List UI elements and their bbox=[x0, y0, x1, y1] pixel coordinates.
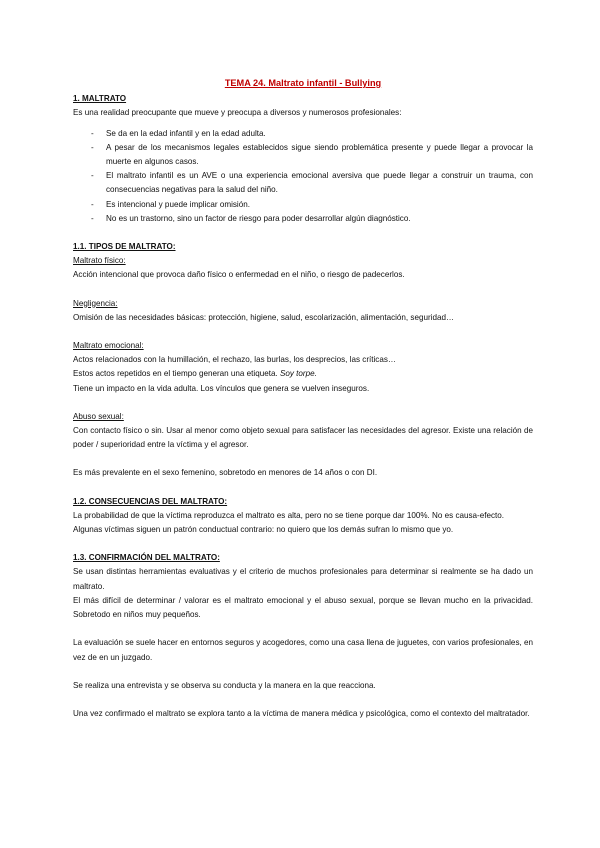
dash-bullet: - bbox=[91, 199, 94, 209]
list-item-text: Se da en la edad infantil y en la edad adulta. bbox=[106, 128, 266, 138]
document-page bbox=[73, 76, 533, 721]
spacer bbox=[73, 283, 533, 297]
spacer bbox=[73, 452, 533, 466]
spacer bbox=[73, 537, 533, 551]
dash-bullet: - bbox=[91, 142, 94, 152]
dash-bullet: - bbox=[91, 171, 94, 181]
confirmacion-paragraph-4: Se realiza una entrevista y se observa su conducta y la manera en la que reacciona. bbox=[73, 680, 376, 690]
spacer bbox=[73, 693, 533, 707]
spacer bbox=[73, 665, 533, 679]
list-item bbox=[73, 212, 533, 226]
dash-bullet: - bbox=[91, 128, 94, 138]
spacer bbox=[73, 481, 533, 495]
confirmacion-paragraph-5: Una vez confirmado el maltrato se explora tanto a la víctima de manera médica y psicológica, como el contexto del maltratador. bbox=[73, 708, 530, 718]
emocional-line-2-text: Estos actos repetidos en el tiempo generan una etiqueta. bbox=[73, 369, 278, 379]
spacer bbox=[73, 622, 533, 636]
section-heading-tipos: 1.1. TIPOS DE MALTRATO: bbox=[73, 242, 176, 252]
confirmacion-paragraph-3: La evaluación se suele hacer en entornos seguros y acogedores, como una casa llena de juguetes, con varios profesionales, en vez de en un juzgado. bbox=[73, 638, 533, 662]
abuso-prevalencia-text: Es más prevalente en el sexo femenino, sobretodo en menores de 14 años o con DI. bbox=[73, 468, 378, 478]
spacer bbox=[73, 325, 533, 339]
section-heading-consecuencias: 1.2. CONSECUENCIAS DEL MALTRATO: bbox=[73, 496, 228, 506]
list-item bbox=[73, 127, 533, 141]
confirmacion-paragraph-2: El más difícil de determinar / valorar es el maltrato emocional y el abuso sexual, porque se llevan mucho en la privacidad. Sobretodo en niños muy pequeños. bbox=[73, 595, 533, 620]
list-item-text: Es intencional y puede implicar omisión. bbox=[106, 199, 250, 209]
list-item bbox=[73, 169, 533, 197]
dash-bullet: - bbox=[91, 213, 94, 223]
document-title: TEMA 24. Maltrato infantil - Bullying bbox=[224, 78, 382, 88]
emocional-line-2 bbox=[73, 367, 533, 381]
section-heading-confirmacion: 1.3. CONFIRMACIÓN DEL MALTRATO: bbox=[73, 553, 220, 563]
consecuencias-paragraph-1: La probabilidad de que la víctima reproduzca el maltrato es alta, pero no se tiene porque dar 100%. No es causa-efecto. bbox=[73, 510, 505, 520]
intro-paragraph: Es una realidad preocupante que mueve y preocupa a diversos y numerosos profesionales: bbox=[73, 108, 402, 118]
bullet-list bbox=[73, 127, 533, 226]
subheading-maltrato-emocional: Maltrato emocional: bbox=[73, 341, 144, 351]
confirmacion-paragraph-1: Se usan distintas herramientas evaluativas y el criterio de muchos profesionales para determinar si realmente se ha dado un maltrato. bbox=[73, 567, 533, 591]
section-heading-maltrato: 1. MALTRATO bbox=[73, 94, 127, 104]
consecuencias-paragraph-2: Algunas víctimas siguen un patrón conductual contrario: no quiero que los demás sufran lo mismo que yo. bbox=[73, 525, 454, 535]
negligencia-text: Omisión de las necesidades básicas: protección, higiene, salud, escolarización, alimentación, seguridad… bbox=[73, 312, 455, 322]
maltrato-fisico-text: Acción intencional que provoca daño físico o enfermedad en el niño, o riesgo de padecerlos. bbox=[73, 270, 405, 280]
emocional-line-1: Actos relacionados con la humillación, el rechazo, las burlas, los desprecios, las críticas… bbox=[73, 355, 396, 365]
subheading-abuso-sexual: Abuso sexual: bbox=[73, 411, 124, 421]
spacer bbox=[73, 396, 533, 410]
list-item-text: No es un trastorno, sino un factor de riesgo para poder desarrollar algún diagnóstico. bbox=[106, 213, 411, 223]
list-item bbox=[73, 141, 533, 169]
subheading-negligencia: Negligencia: bbox=[73, 298, 118, 308]
list-item-text: El maltrato infantil es un AVE o una experiencia emocional aversiva que puede llegar a construir un trauma, con consecuencias negativas para la salud del niño. bbox=[106, 171, 533, 195]
list-item bbox=[73, 198, 533, 212]
list-item-text: A pesar de los mecanismos legales establecidos sigue siendo problemática presente y puede llegar a provocar la muerte en algunos casos. bbox=[106, 142, 533, 167]
abuso-sexual-text: Con contacto físico o sin. Usar al menor como objeto sexual para satisfacer las necesidades del agresor. Existe una relación de poder / superioridad entre la víctima y el agresor. bbox=[73, 426, 533, 450]
emocional-line-3: Tiene un impacto en la vida adulta. Los vínculos que genera se vuelven inseguros. bbox=[73, 383, 370, 393]
subheading-maltrato-fisico: Maltrato físico: bbox=[73, 256, 126, 266]
emocional-example: Soy torpe. bbox=[279, 369, 317, 379]
